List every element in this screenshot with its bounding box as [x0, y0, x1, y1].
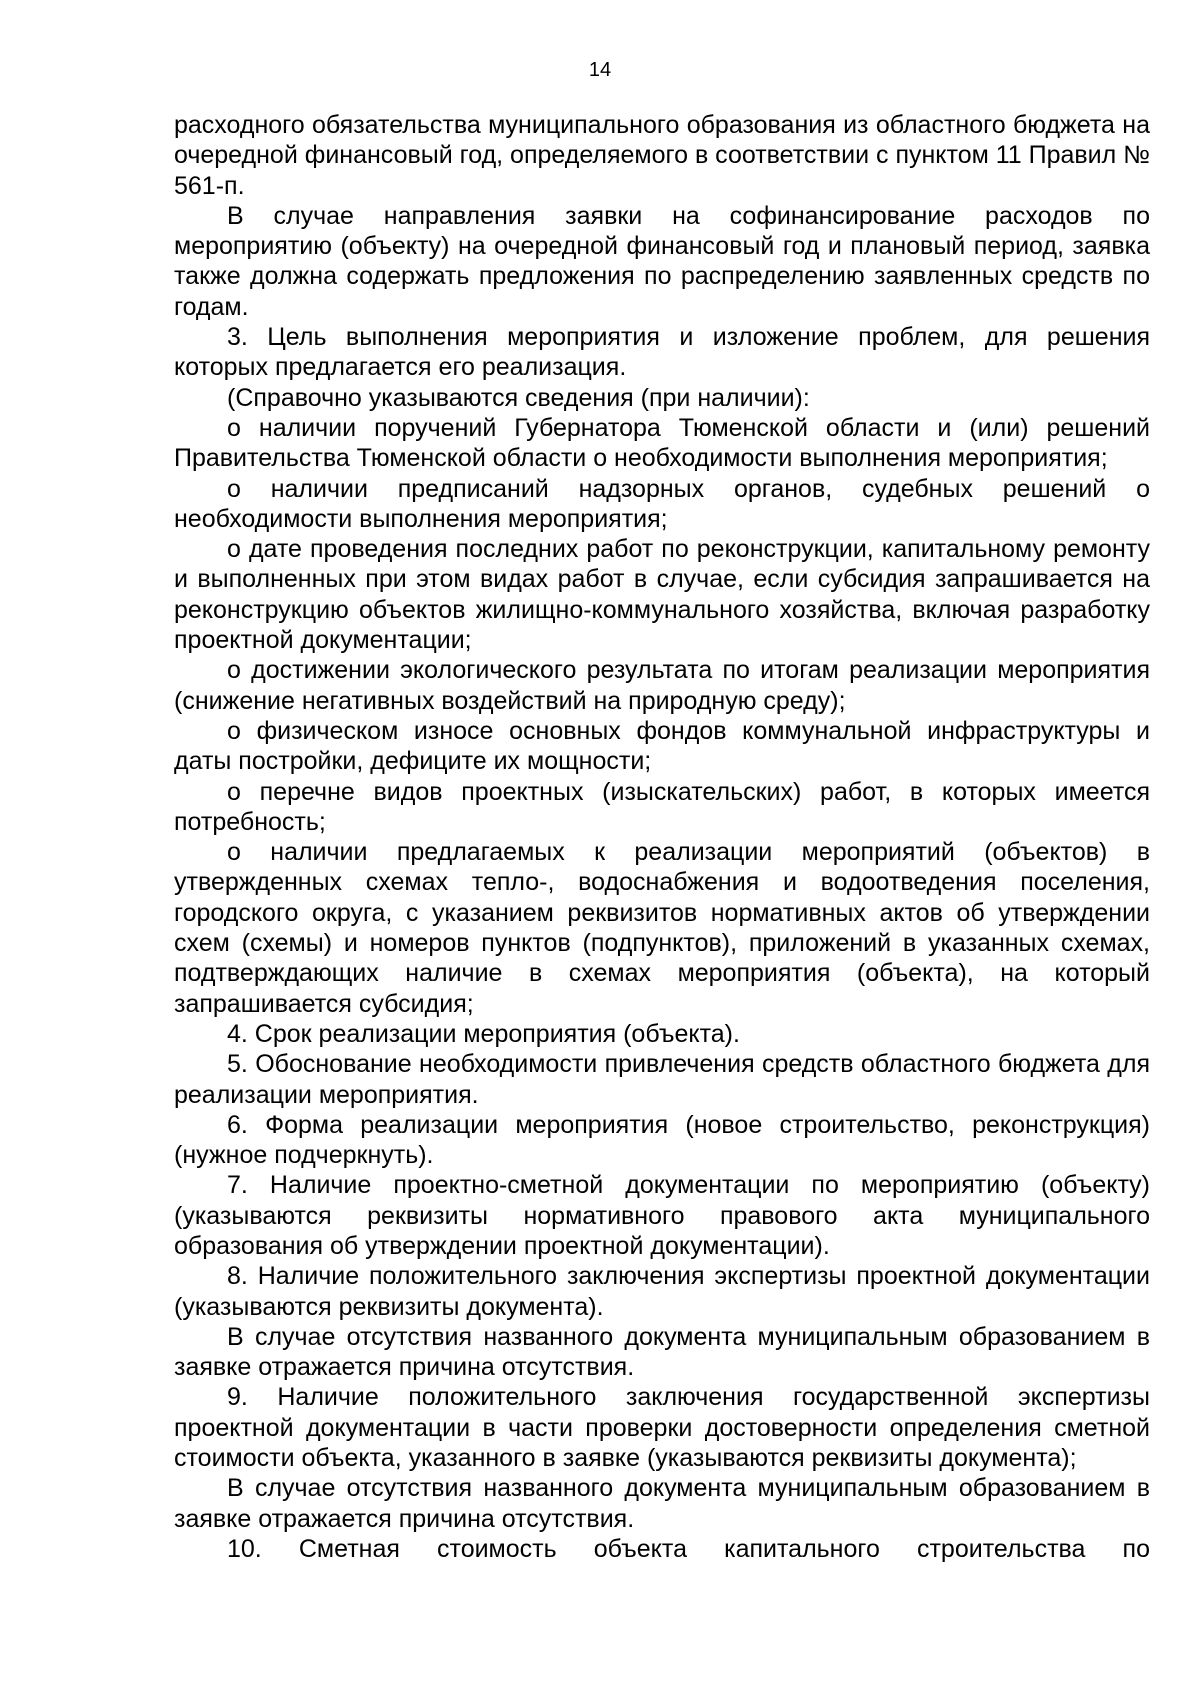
document-body	[174, 110, 1150, 1564]
paragraph-item-9-absence: В случае отсутствия названного документа муниципальным образованием в заявке отражается причина отсутствия.	[174, 1474, 1150, 1533]
paragraph-physical-wear: о физическом износе основных фондов коммунальной инфраструктуры и даты постройки, дефиците их мощности;	[174, 716, 1150, 776]
paragraph-ecological-result: о достижении экологического результата по итогам реализации мероприятия (снижение негативных воздействий на природную среду);	[174, 656, 1150, 715]
paragraph-last-works: о дате проведения последних работ по реконструкции, капитальному ремонту и выполненных при этом видах работ в случае, если субсидия запрашивается на реконструкцию объектов жилищно-коммунального хозяйства, включая разработку проектной документации;	[174, 535, 1150, 655]
paragraph-design-works: о перечне видов проектных (изыскательских) работ, в которых имеется потребность;	[174, 777, 1150, 836]
paragraph-item-4: 4. Срок реализации мероприятия (объекта).	[227, 1019, 740, 1048]
paragraph-item-8: 8. Наличие положительного заключения экспертизы проектной документации (указываются реквизиты документа).	[174, 1262, 1150, 1321]
paragraph-reference-info: (Справочно указываются сведения (при наличии):	[227, 383, 810, 412]
paragraph-item-10: 10. Сметная стоимость объекта капитального строительства по	[227, 1534, 1150, 1563]
paragraph-utility-schemes: о наличии предлагаемых к реализации мероприятий (объектов) в утвержденных схемах тепло-, водоснабжения и водоотведения поселения, городского округа, с указанием реквизитов нормативных актов об утверждении схем (схемы) и номеров пунктов (подпунктов), приложений в указанных схемах, подтверждающих наличие в схемах мероприятия (объекта), на который запрашивается субсидия;	[174, 838, 1150, 1018]
page-number: 14	[588, 59, 612, 81]
paragraph-item-5: 5. Обоснование необходимости привлечения средств областного бюджета для реализации мероприятия.	[174, 1050, 1150, 1109]
paragraph-supervisory-orders: о наличии предписаний надзорных органов, судебных решений о необходимости выполнения мероприятия;	[174, 474, 1150, 533]
paragraph-item-8-absence: В случае отсутствия названного документа муниципальным образованием в заявке отражается причина отсутствия.	[174, 1322, 1150, 1382]
paragraph-item-6: 6. Форма реализации мероприятия (новое строительство, реконструкция) (нужное подчеркнуть).	[174, 1110, 1150, 1170]
paragraph-planning-period: В случае направления заявки на софинансирование расходов по мероприятию (объекту) на очередной финансовый год и плановый период, заявка также должна содержать предложения по распределению заявленных средств по годам.	[174, 201, 1150, 321]
paragraph-governor-orders: о наличии поручений Губернатора Тюменской области и (или) решений Правительства Тюменской области о необходимости выполнения мероприятия;	[174, 413, 1150, 473]
paragraph-item-3: 3. Цель выполнения мероприятия и изложение проблем, для решения которых предлагается его реализация.	[174, 323, 1150, 382]
paragraph-continuation: расходного обязательства муниципального образования из областного бюджета на очередной финансовый год, определяемого в соответствии с пунктом 11 Правил № 561-п.	[174, 111, 1151, 200]
paragraph-item-9: 9. Наличие положительного заключения государственной экспертизы проектной документации в части проверки достоверности определения сметной стоимости объекта, указанного в заявке (указываются реквизиты документа);	[174, 1383, 1150, 1473]
paragraph-item-7: 7. Наличие проектно-сметной документации по мероприятию (объекту) (указываются реквизиты нормативного правового акта муниципального образования об утверждении проектной документации).	[174, 1171, 1150, 1260]
